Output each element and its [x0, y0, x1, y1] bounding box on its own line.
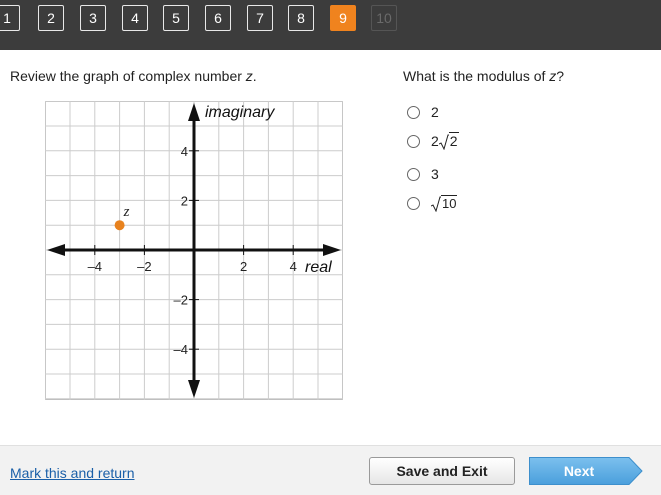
choice-1-radio[interactable]	[407, 106, 420, 119]
y-tick-label: 2	[180, 193, 188, 209]
save-and-exit-button[interactable]: Save and Exit	[369, 457, 515, 485]
mark-and-return-link[interactable]: Mark this and return	[10, 465, 135, 481]
question-prompt: What is the modulus of z?	[403, 68, 565, 84]
choice-1-label: 2	[431, 104, 439, 120]
question-1-button[interactable]: 1	[0, 5, 20, 31]
y-axis-label: imaginary	[205, 104, 275, 121]
point-z	[115, 220, 125, 230]
x-tick-label: 2	[239, 259, 248, 274]
next-button[interactable]	[529, 457, 643, 485]
x-tick-label: 4	[289, 259, 297, 274]
question-7-button[interactable]: 7	[247, 5, 273, 31]
choice-2-radio[interactable]	[407, 135, 420, 148]
point-z-label: z	[123, 204, 130, 221]
question-9-button[interactable]: 9	[330, 5, 356, 31]
choice-3-radio[interactable]	[407, 168, 420, 181]
choice-4-label: 10	[431, 195, 457, 212]
question-6-button[interactable]: 6	[205, 5, 231, 31]
y-tick-label: 4	[180, 143, 188, 159]
question-5-button[interactable]: 5	[163, 5, 189, 31]
question-10-button: 10	[371, 5, 397, 31]
x-axis-label: real	[305, 259, 332, 276]
graph-prompt: Review the graph of complex number z.	[10, 68, 257, 84]
question-2-button[interactable]: 2	[38, 5, 64, 31]
radical-sign-icon	[431, 196, 441, 212]
next-button-label: Next	[563, 463, 595, 479]
x-tick-label: –4	[87, 259, 103, 274]
y-tick-label: –4	[173, 342, 188, 358]
choice-2-label: 2 2	[431, 133, 458, 149]
complex-plane-graph	[45, 101, 343, 400]
question-4-button[interactable]: 4	[122, 5, 148, 31]
question-3-button[interactable]: 3	[80, 5, 106, 31]
y-tick-label: –2	[173, 292, 188, 308]
x-tick-label: –2	[137, 259, 152, 274]
radical-sign-icon	[439, 134, 449, 150]
choice-3-label: 3	[431, 166, 439, 182]
choice-4-radio[interactable]	[407, 197, 420, 210]
question-8-button[interactable]: 8	[288, 5, 314, 31]
